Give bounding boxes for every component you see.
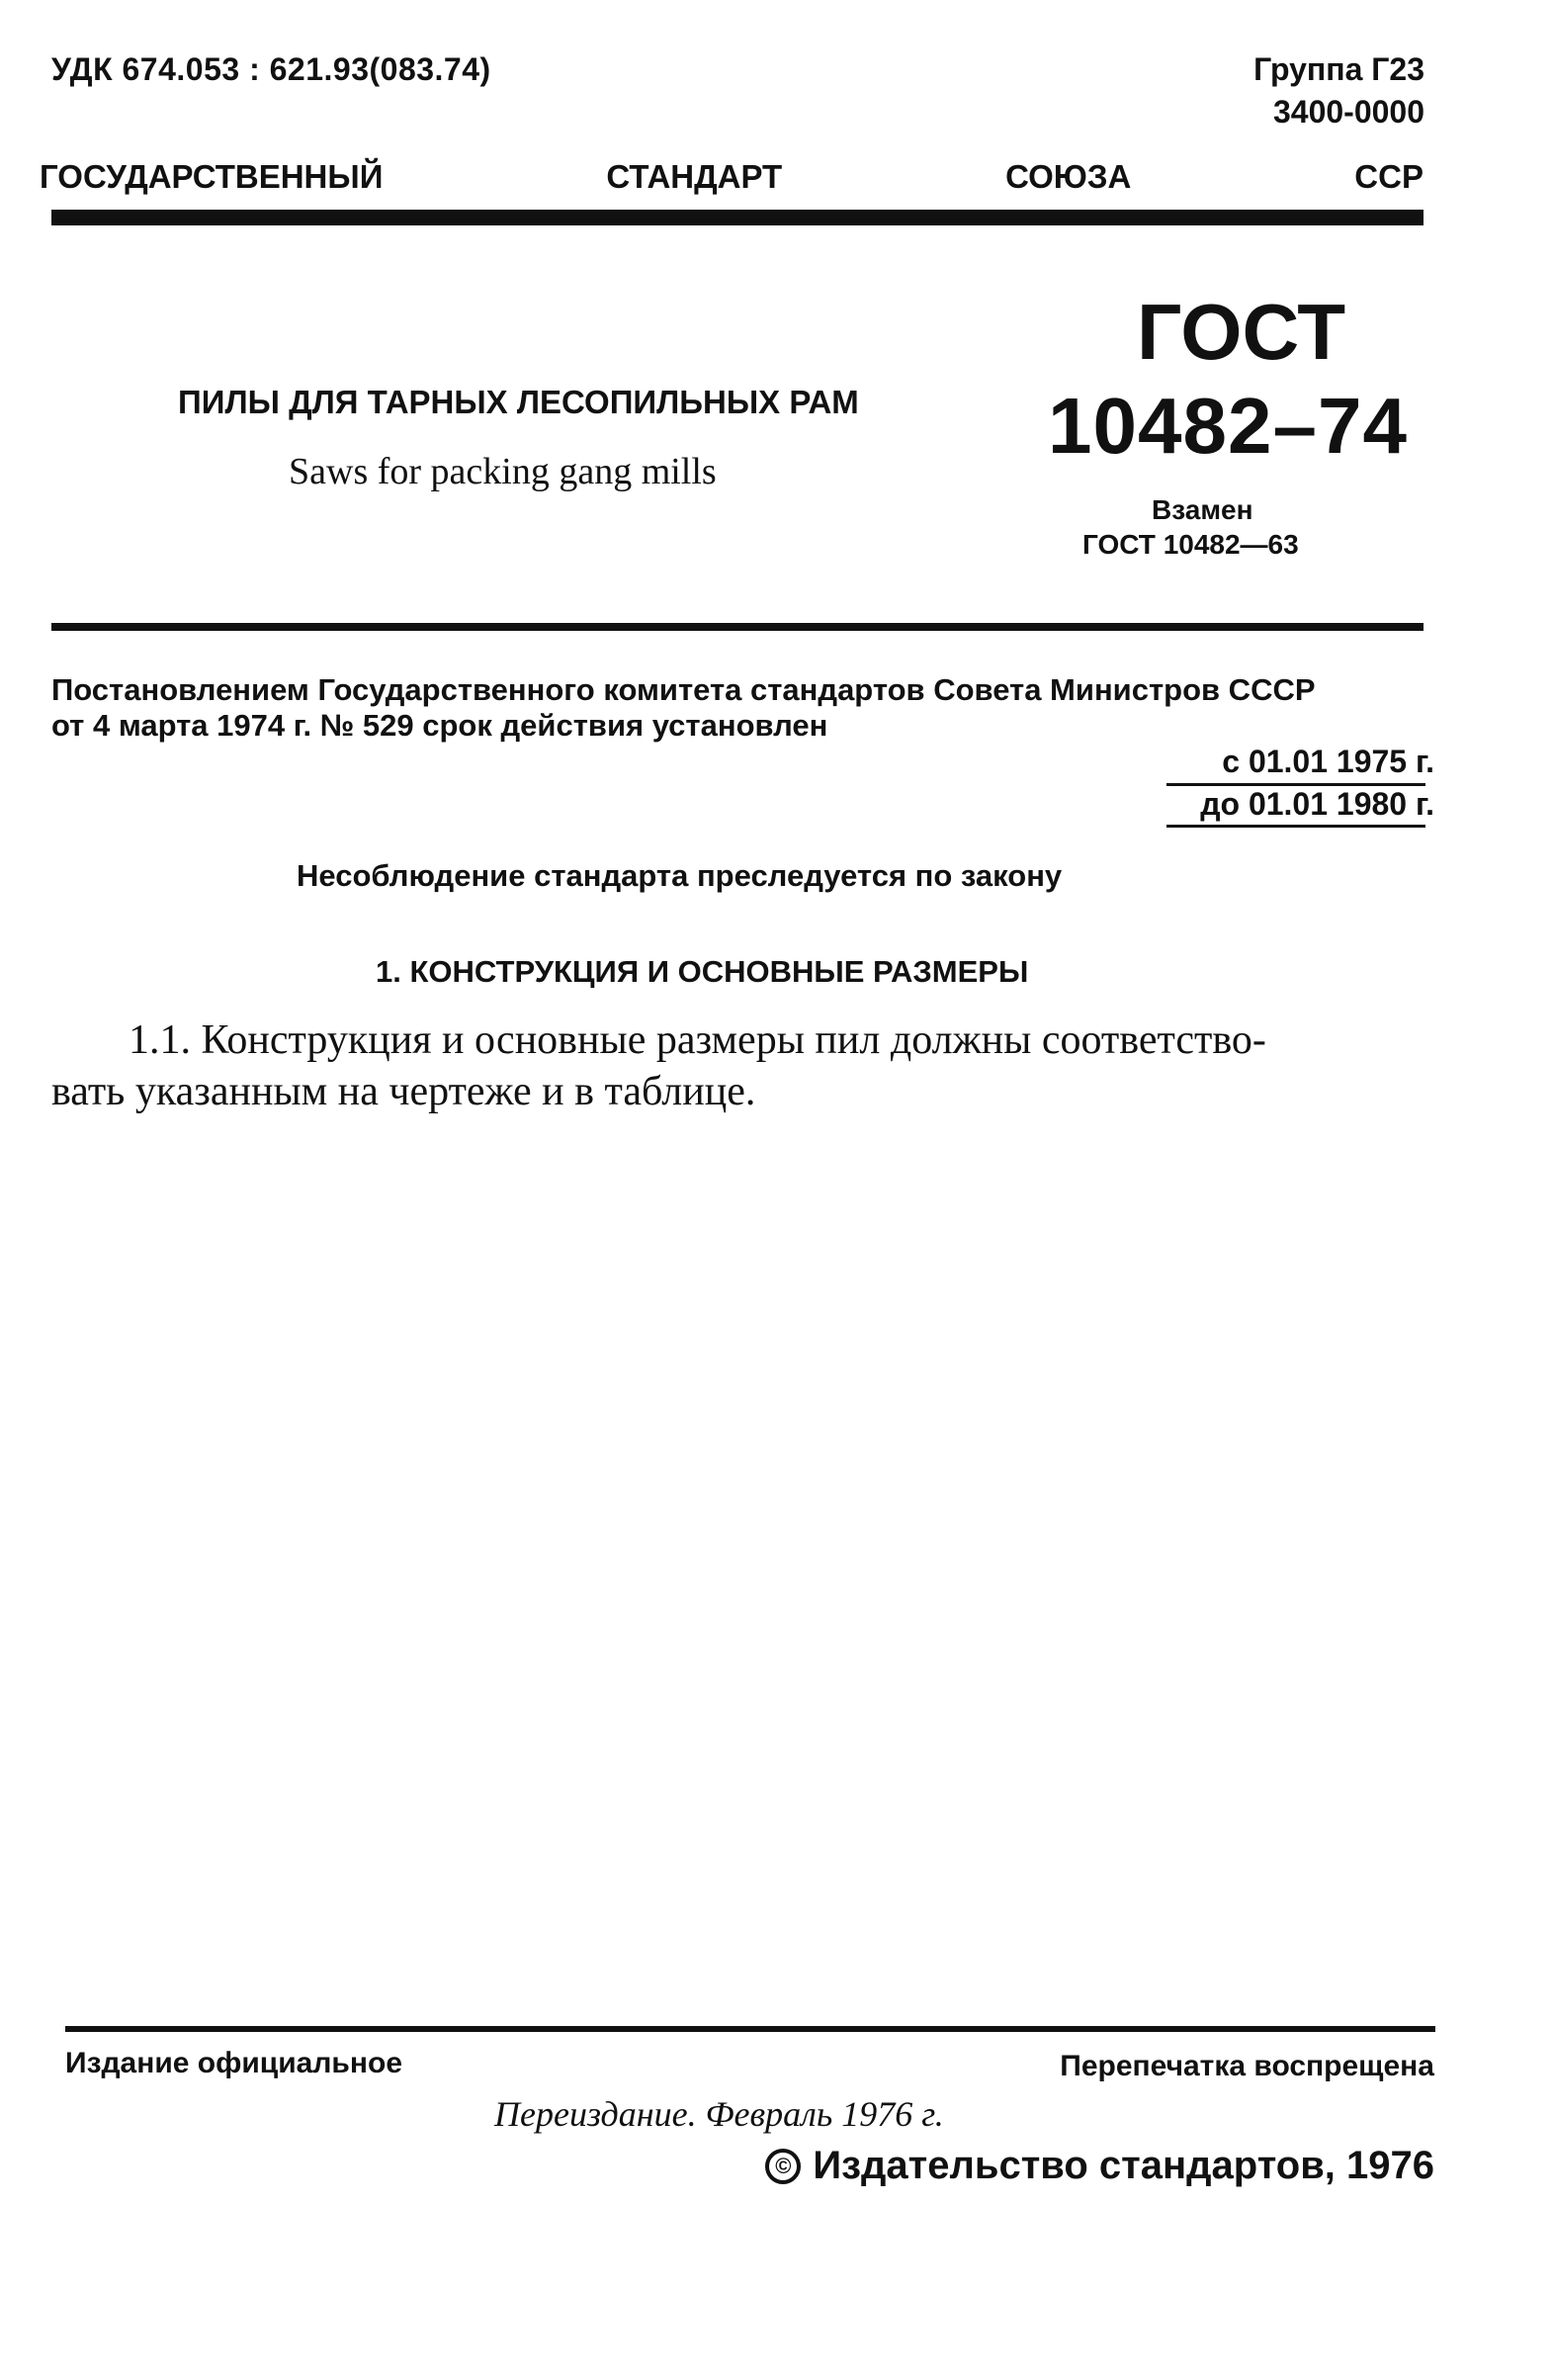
date-underline-2	[1166, 825, 1425, 828]
document-title-en: Saws for packing gang mills	[289, 451, 717, 492]
decree-line-1: Постановлением Государственного комитета стандартов Совета Министров СССР	[51, 672, 1316, 707]
paragraph-line-2: вать указанным на чертеже и в таблице.	[51, 1069, 756, 1114]
footer-rule	[65, 2026, 1435, 2032]
gost-number: 10482–74	[1048, 382, 1408, 470]
copyright-icon: ©	[765, 2149, 801, 2184]
state-standard-title	[40, 158, 1424, 196]
state-standard-word-2: СТАНДАРТ	[606, 158, 783, 195]
gost-label: ГОСТ	[1137, 288, 1346, 376]
paragraph-line-1: 1.1. Конструкция и основные размеры пил должны соответство-	[129, 1017, 1266, 1063]
document-title-ru: ПИЛЫ ДЛЯ ТАРНЫХ ЛЕСОПИЛЬНЫХ РАМ	[178, 384, 859, 420]
state-standard-word-4: ССР	[1354, 158, 1424, 195]
state-standard-word-1: ГОСУДАРСТВЕННЫЙ	[40, 158, 384, 195]
decree-line-2: от 4 марта 1974 г. № 529 срок действия установлен	[51, 708, 828, 743]
official-edition-label: Издание официальное	[65, 2047, 403, 2079]
validity-to-date: до 01.01 1980 г.	[1200, 786, 1434, 822]
non-compliance-notice: Несоблюдение стандарта преследуется по закону	[297, 858, 1063, 893]
classification-code: 3400-0000	[1272, 94, 1424, 130]
reissue-note: Переиздание. Февраль 1976 г.	[494, 2094, 944, 2134]
title-block-rule	[51, 623, 1424, 631]
publisher-line	[765, 2144, 1434, 2188]
reprint-forbidden-label: Перепечатка воспрещена	[1060, 2050, 1434, 2082]
group-code: Группа Г23	[1253, 51, 1424, 87]
state-standard-word-3: СОЮЗА	[1005, 158, 1132, 195]
udk-code: УДК 674.053 : 621.93(083.74)	[51, 51, 491, 87]
section-heading: 1. КОНСТРУКЦИЯ И ОСНОВНЫЕ РАЗМЕРЫ	[376, 954, 1029, 989]
publisher-name: Издательство стандартов, 1976	[813, 2144, 1434, 2187]
replaced-gost: ГОСТ 10482—63	[1082, 529, 1299, 560]
replaces-label: Взамен	[1152, 494, 1253, 525]
validity-from-date: с 01.01 1975 г.	[1222, 744, 1434, 779]
header-rule	[51, 210, 1424, 225]
